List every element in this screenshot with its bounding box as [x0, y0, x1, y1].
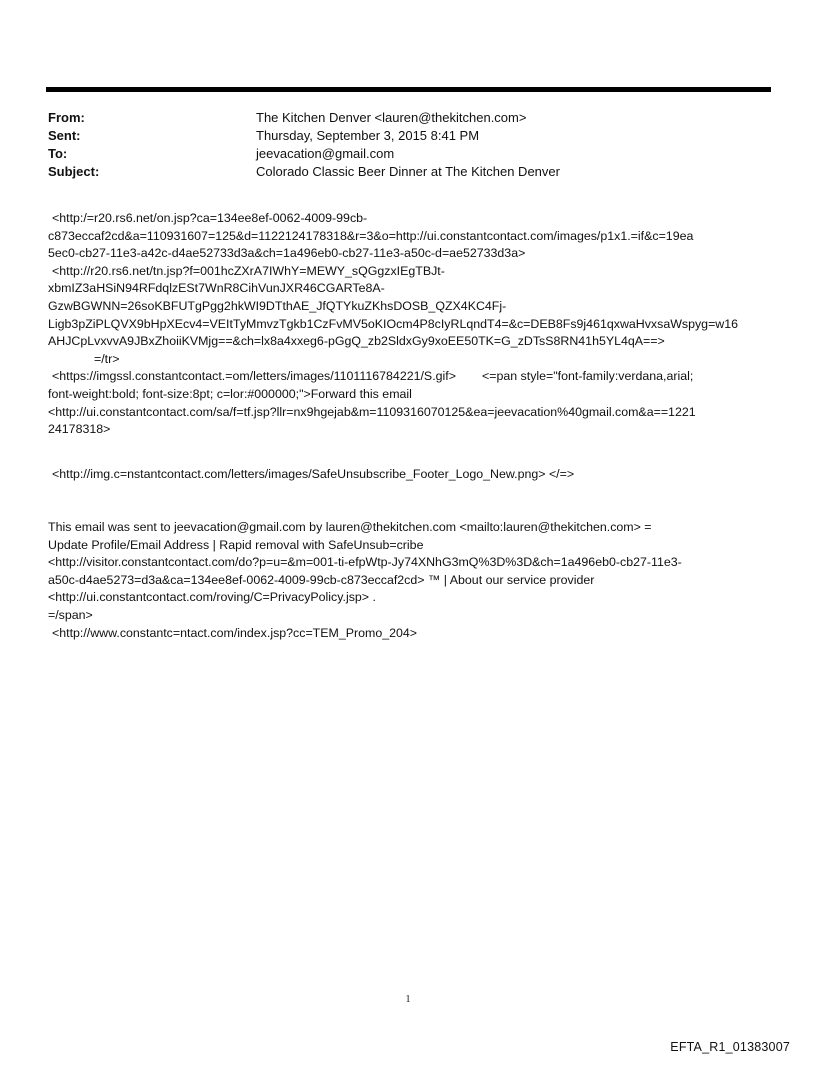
privacy-url[interactable]: <http://ui.constantcontact.com/roving/C=PrivacyPolicy.jsp> .: [48, 590, 376, 605]
body-line: =/span>: [48, 607, 93, 622]
bates-stamp: EFTA_R1_01383007: [670, 1040, 790, 1054]
body-line: <http://r20.rs6.net/tn.jsp?f=001hcZXrA7IWhY=MEWY_sQGgzxIEgTBJt-: [52, 263, 445, 278]
subject-label: Subject:: [48, 164, 100, 179]
pan-fragment: <=pan style="font-family:verdana,arial;: [481, 369, 694, 384]
from-value: The Kitchen Denver <lauren@thekitchen.com>: [256, 110, 527, 125]
from-label: From:: [48, 110, 85, 125]
forward-url[interactable]: <http://ui.constantcontact.com/sa/f=tf.jsp?llr=nx9hgejab&m=1109316070125&ea=jeevacation%40gmail.com&a==1221: [48, 404, 696, 419]
page-number: 1: [405, 994, 411, 1005]
from-row: [48, 109, 768, 127]
unsubscribe-url[interactable]: <http://visitor.constantcontact.com/do?p=u=&m=001-ti-efpWtp-Jy74XNhG3mQ%3D%3D&ch=1a496eb0-cb27-11e3-: [48, 555, 682, 570]
body-line: Ligb3pZiPLQVX9bHpXEcv4=VEItTyMmvzTgkb1CzFvMV5oKIOcm4P8cIyRLqndT4=&c=DEB8Fs9j461qxwaHvxsaWspyg=w16: [48, 316, 739, 331]
to-row: [48, 145, 768, 163]
forward-url-cont: 24178318>: [48, 422, 111, 437]
body-line: =/tr>: [94, 351, 120, 366]
footer-logo-block: [48, 466, 774, 484]
gif-link[interactable]: <https://imgssl.constantcontact.=om/letters/images/1101116784221/S.gif>: [52, 369, 456, 384]
disclaimer-block: [48, 519, 774, 642]
to-label: To:: [48, 146, 68, 161]
subject-value: Colorado Classic Beer Dinner at The Kitchen Denver: [256, 164, 560, 179]
sent-row: [48, 127, 768, 145]
sent-value: Thursday, September 3, 2015 8:41 PM: [256, 128, 480, 143]
header-rule: [46, 87, 771, 92]
footer-logo-link[interactable]: <http://img.c=nstantcontact.com/letters/images/SafeUnsubscribe_Footer_Logo_New.png> </=>: [52, 467, 575, 481]
body-line: <http:/=r20.rs6.net/on.jsp?ca=134ee8ef-0062-4009-99cb-: [52, 211, 368, 225]
body-line: AHJCpLvxvvA9JBxZhoiiKVMjg==&ch=lx8a4xxeg6-pGgQ_zb2SldxGy9xoEE50TK=G_zDTsS8RN41h5YL4qA==>: [48, 334, 665, 349]
body-line: 5ec0-cb27-11e3-a42c-d4ae52733d3a&ch=1a496eb0-cb27-11e3-a50c-d=ae52733d3a>: [48, 246, 526, 261]
subject-row: [48, 163, 768, 181]
email-header: [48, 109, 768, 181]
to-value: jeevacation@gmail.com: [256, 146, 395, 161]
promo-url[interactable]: <http://www.constantc=ntact.com/index.jsp?cc=TEM_Promo_204>: [52, 625, 418, 640]
body-line: c873eccaf2cd&a=110931607=125&d=1122124178318&r=3&o=http://ui.constantcontact.com/images/p1x1.=if&c=19ea: [48, 228, 694, 243]
body-line: xbmIZ3aHSiN94RFdqlzESt7WnR8CihVunJXR46CGARTe8A-: [48, 281, 385, 296]
body-line: This email was sent to jeevacation@gmail.com by lauren@thekitchen.com <mailto:lauren@thekitchen.com> =: [48, 520, 652, 534]
forward-line[interactable]: font-weight:bold; font-size:8pt; c=lor:#000000;">Forward this email: [48, 386, 412, 401]
body-line: GzwBGWNN=26soKBFUTgPgg2hkWI9DTthAE_JfQTYkuZKhsDOSB_QZX4KC4Fj-: [48, 298, 507, 313]
unsubscribe-line[interactable]: Update Profile/Email Address | Rapid removal with SafeUnsub=cribe: [48, 537, 424, 552]
sent-label: Sent:: [48, 128, 81, 143]
gif-line: [48, 368, 774, 386]
body-line: a50c-d4ae5273=d3a&ca=134ee8ef-0062-4009-99cb-c873eccaf2cd> ™ | About our service provider: [48, 572, 595, 587]
tracking-links-block: [48, 210, 774, 439]
